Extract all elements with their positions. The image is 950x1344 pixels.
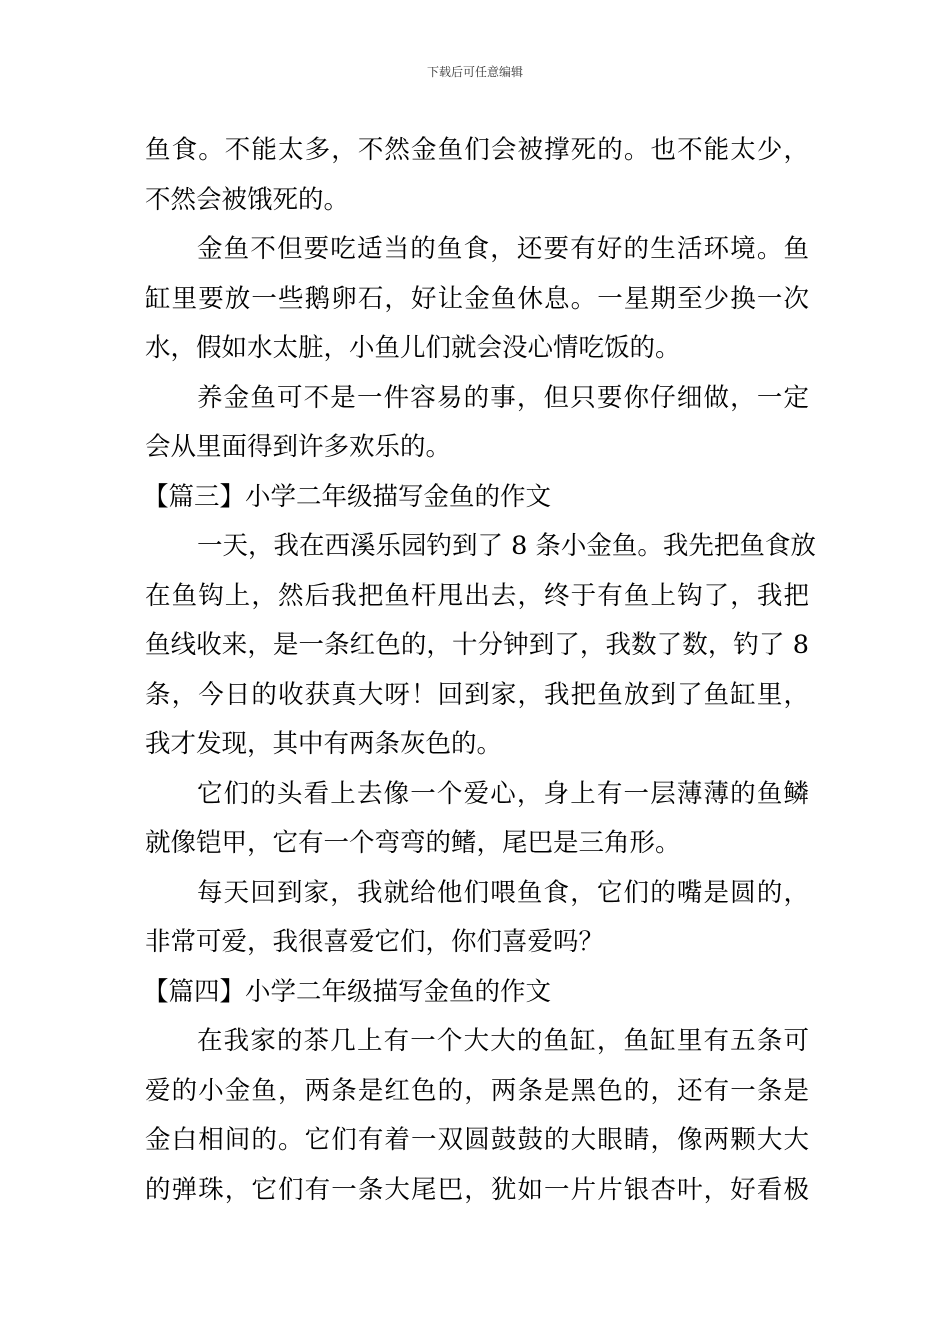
text-line: 不然会被饿死的。 xyxy=(145,184,350,215)
text-line: 缸里要放一些鹅卵石，好让金鱼休息。一星期至少换一次 xyxy=(145,283,809,314)
text-line: 鱼线收来，是一条红色的，十分钟到了，我数了数，钓了 8 xyxy=(145,630,809,660)
section-heading: 【篇三】小学二年级描写金鱼的作文 xyxy=(143,481,552,512)
text-line: 我才发现，其中有两条灰色的。 xyxy=(145,729,503,759)
text-line: 非常可爱，我很喜爱它们，你们喜爱吗？ xyxy=(145,927,605,957)
text-line: 水，假如水太脏，小鱼儿们就会没心情吃饭的。 xyxy=(145,333,681,363)
text-line: 一天，我在西溪乐园钓到了 8 条小金鱼。我先把鱼食放 xyxy=(197,531,816,561)
text-line: 金鱼不但要吃适当的鱼食，还要有好的生活环境。鱼 xyxy=(197,234,809,264)
text-line: 就像铠甲，它有一个弯弯的鳍，尾巴是三角形。 xyxy=(145,828,681,858)
document-body xyxy=(143,126,816,1215)
text-line: 会从里面得到许多欢乐的。 xyxy=(145,432,452,462)
text-line: 在鱼钩上，然后我把鱼杆甩出去，终于有鱼上钩了，我把 xyxy=(145,580,809,611)
text-line: 条，今日的收获真大呀！回到家，我把鱼放到了鱼缸里， xyxy=(145,679,809,710)
text-line: 养金鱼可不是一件容易的事，但只要你仔细做，一定 xyxy=(197,382,809,413)
text-line: 它们的头看上去像一个爱心，身上有一层薄薄的鱼鳞 xyxy=(197,778,809,809)
text-line: 的弹珠，它们有一条大尾巴，犹如一片片银杏叶，好看极 xyxy=(145,1174,809,1205)
section-heading: 【篇四】小学二年级描写金鱼的作文 xyxy=(143,976,552,1007)
text-line: 在我家的茶几上有一个大大的鱼缸，鱼缸里有五条可 xyxy=(197,1026,809,1056)
text-line: 金白相间的。它们有着一双圆鼓鼓的大眼睛，像两颗大大 xyxy=(145,1125,809,1155)
text-line: 鱼食。不能太多，不然金鱼们会被撑死的。也不能太少， xyxy=(145,135,809,165)
text-line: 每天回到家，我就给他们喂鱼食，它们的嘴是圆的， xyxy=(197,877,809,908)
text-line: 爱的小金鱼，两条是红色的，两条是黑色的，还有一条是 xyxy=(145,1075,809,1106)
page-header: 下载后可任意编辑 xyxy=(426,65,523,79)
